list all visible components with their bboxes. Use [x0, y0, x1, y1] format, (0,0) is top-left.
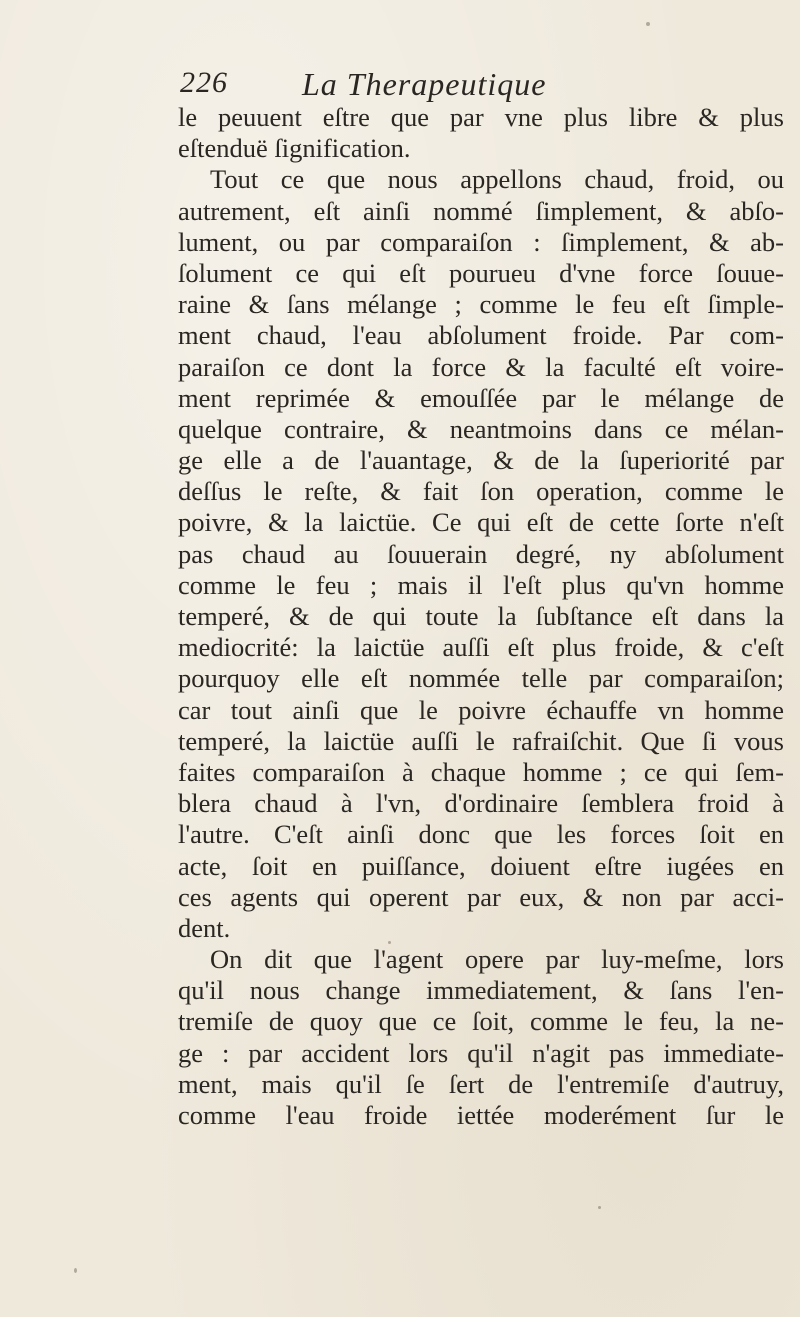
text-line: car tout ainſi que le poivre échauffe vn homme	[178, 694, 784, 725]
text-line: ment reprimée & emouſſée par le mélange de	[178, 382, 784, 413]
paper-speck	[598, 1206, 601, 1209]
paper-speck	[646, 22, 650, 26]
text-line: autrement, eſt ainſi nommé ſimplement, & abſo-	[178, 195, 784, 226]
paragraph-start-line: Tout ce que nous appellons chaud, froid, ou	[210, 164, 784, 195]
page-number: 226	[180, 66, 228, 99]
text-line: blera chaud à l'vn, d'ordinaire ſemblera froid à	[178, 788, 784, 819]
text-line: comme le feu ; mais il l'eſt plus qu'vn homme	[178, 569, 784, 600]
text-line: paraiſon ce dont la force & la faculté eſt voire-	[178, 351, 784, 382]
body-text	[178, 102, 784, 1131]
text-line: comme l'eau froide iettée moderément ſur le	[178, 1100, 784, 1130]
paper-speck	[74, 1268, 77, 1273]
text-line: eſtenduë ſignification.	[178, 133, 411, 164]
text-line: dent.	[178, 912, 231, 943]
text-line: ces agents qui operent par eux, & non par acci-	[178, 881, 784, 912]
text-line: lument, ou par comparaiſon : ſimplement, & ab-	[178, 226, 784, 257]
text-line: pourquoy elle eſt nommée telle par comparaiſon;	[178, 663, 784, 694]
text-line: ment, mais qu'il ſe ſert de l'entremiſe d'autruy,	[178, 1068, 784, 1099]
text-line: tremiſe de quoy que ce ſoit, comme le feu, la ne-	[178, 1006, 784, 1037]
text-line: temperé, la laictüe auſſi le rafraiſchit. Que ſi vous	[178, 725, 784, 756]
text-line: acte, ſoit en puiſſance, doiuent eſtre iugées en	[178, 850, 784, 881]
text-line: temperé, & de qui toute la ſubſtance eſt dans la	[178, 601, 784, 631]
text-line: l'autre. C'eſt ainſi donc que les forces ſoit en	[178, 819, 784, 850]
text-line: ge elle a de l'auantage, & de la ſuperiorité par	[178, 445, 784, 476]
paper-speck	[388, 941, 391, 944]
text-line: faites comparaiſon à chaque homme ; ce qui ſem-	[178, 756, 784, 787]
text-line: raine & ſans mélange ; comme le feu eſt ſimple-	[178, 289, 784, 320]
text-line: deſſus le reſte, & fait ſon operation, comme le	[178, 476, 784, 507]
text-line: mediocrité: la laictüe auſſi eſt plus froide, & c'eſt	[178, 632, 784, 663]
paragraph-start-line: On dit que l'agent opere par luy-meſme, lors	[210, 944, 784, 975]
text-line: le peuuent eſtre que par vne plus libre & plus	[178, 102, 784, 132]
text-line: pas chaud au ſouuerain degré, ny abſolument	[178, 538, 784, 569]
text-line: ge : par accident lors qu'il n'agit pas immediate-	[178, 1037, 784, 1068]
text-line: poivre, & la laictüe. Ce qui eſt de cette ſorte n'eſt	[178, 507, 784, 538]
text-line: qu'il nous change immediatement, & ſans l'en-	[178, 975, 784, 1006]
text-line: ment chaud, l'eau abſolument froide. Par com-	[178, 320, 784, 351]
text-line: quelque contraire, & neantmoins dans ce mélan-	[178, 413, 784, 444]
text-line: ſolument ce qui eſt pourueu d'vne force ſouue-	[178, 257, 784, 288]
running-title: La Therapeutique	[302, 66, 547, 102]
page-header	[150, 66, 750, 102]
